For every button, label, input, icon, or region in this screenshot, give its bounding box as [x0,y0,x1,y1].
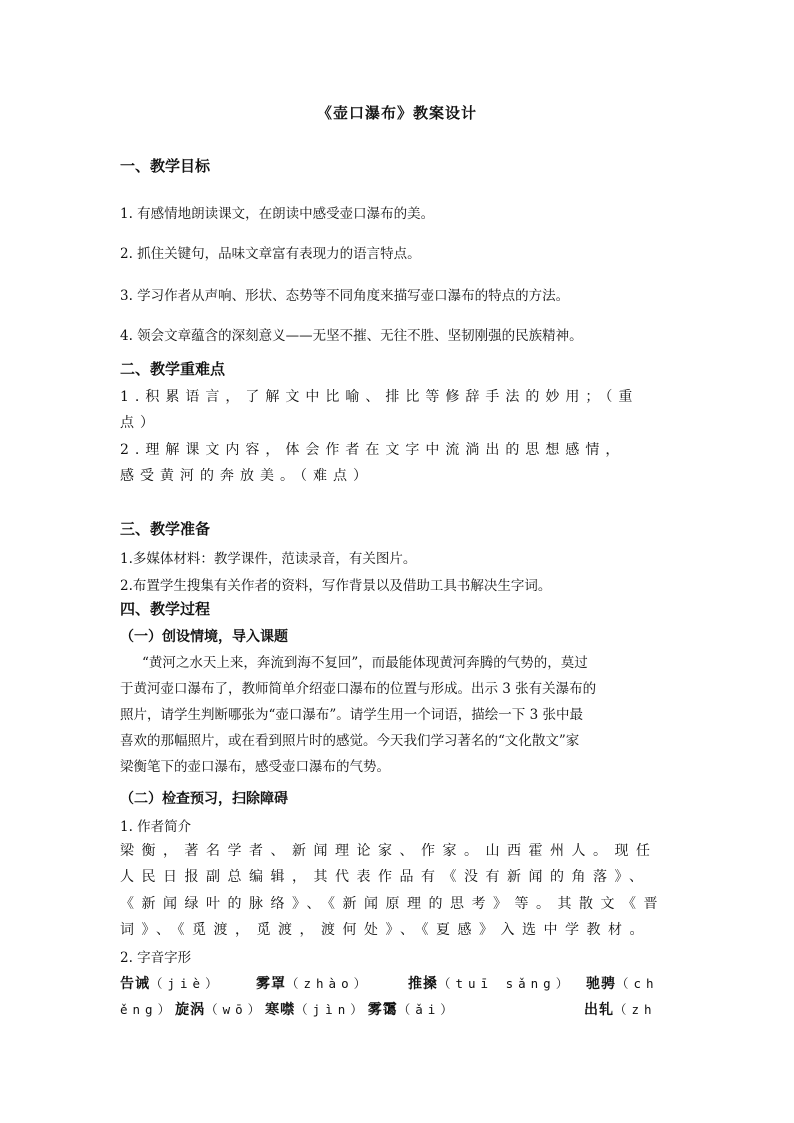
vocab-word: 寒噤 [265,1002,296,1018]
goal-item: 4. 领会文章蕴含的深刻意义——无坚不摧、无往不胜、坚韧刚强的民族精神。 [120,328,583,344]
vocab-word: 雾霭 [367,1002,398,1018]
paragraph-line: 照片，请学生判断哪张为“壶口瀑布”。请学生用一个词语，描绘一下 3 张中最 [120,707,583,723]
vocab-line [586,973,659,993]
section-heading-preparation: 三、教学准备 [120,520,211,538]
vocab-line [584,999,657,1019]
goal-item: 3. 学习作者从声响、形状、态势等不同角度来描写壶口瀑布的特点的方法。 [120,288,570,304]
author-heading: 1. 作者简介 [120,819,192,835]
author-line: 人民日报副总编辑，其代表作品有《没有新闻的角落》、 [120,869,651,885]
section-heading-key-points: 二、教学重难点 [120,360,226,378]
paragraph-line: 梁衡笔下的壶口瀑布，感受壶口瀑布的气势。 [120,759,390,775]
vocab-word: 推搡 [408,976,438,992]
vocab-word: 出轧 [584,1002,614,1018]
paragraph-line: 喜欢的那幅照片，或在看到照片时的感觉。今天我们学习著名的“文化散文”家 [120,733,580,749]
author-line: 梁衡，著名学者、新闻理论家、作家。山西霍州人。现任 [120,843,658,859]
subsection-heading: （一）创设情境，导入课题 [120,629,288,645]
vocab-line [120,973,223,993]
intro-paragraph [120,650,676,780]
paragraph-line: “黄河之水天上来，奔流到海不复回”，而最能体现黄河奔腾的气势的，莫过 [142,655,588,671]
prep-item: 1.多媒体材料：教学课件，范读录音，有关图片。 [120,551,417,567]
paragraph-line: 于黄河壶口瀑布了，教师简单介绍壶口瀑布的位置与形成。出示 3 张有关瀑布的 [120,681,597,697]
key-point-line: 2.理解课文内容，体会作者在文字中流淌出的思想感情， [120,442,626,458]
vocab-pinyin: （tuī sǎng） [438,976,574,991]
prep-item: 2.布置学生搜集有关作者的资料，写作背景以及借助工具书解决生字词。 [120,578,552,594]
key-point-line: 感受黄河的奔放美。（难点） [120,468,373,484]
vocab-word: 驰骋 [586,976,616,992]
subsection-heading: （二）检查预习，扫除障碍 [120,791,288,807]
key-point-line: 1.积累语言，了解文中比喻、排比等修辞手法的妙用；（重 [120,389,639,405]
vocab-line [120,999,458,1019]
section-heading-process: 四、教学过程 [120,600,211,618]
words-heading: 2. 字音字形 [120,950,192,966]
vocab-line [256,973,371,993]
section-heading-goals: 一、教学目标 [120,157,211,175]
vocab-line [408,973,573,993]
vocab-pinyin: （jiè） [150,976,223,991]
author-line: 词》、《觅渡，觅渡，渡何处》、《夏感》入选中学教材。 [120,922,651,938]
vocab-word: 雾罩 [256,976,286,992]
vocab-pinyin: （zhào） [286,976,372,991]
vocab-pinyin: （ch [616,976,659,991]
author-line: 《新闻绿叶的脉络》、《新闻原理的思考》等。其散文《晋 [120,896,665,912]
vocab-word: 旋涡 [175,1002,206,1018]
goal-item: 1. 有感情地朗读课文，在朗读中感受壶口瀑布的美。 [120,206,435,222]
vocab-pinyin: ěng） [120,1002,176,1017]
goal-item: 2. 抓住关键句，品味文章富有表现力的语言特点。 [120,246,421,262]
key-point-line: 点） [120,415,160,431]
page-title: 《壶口瀑布》教案设计 [316,104,477,122]
vocab-pinyin: （wō） [205,1002,266,1017]
vocab-pinyin: （ǎi） [397,1002,458,1017]
vocab-pinyin: （jìn） [295,1002,368,1017]
vocab-pinyin: （zh [614,1002,657,1017]
vocab-word: 告诫 [120,976,150,992]
